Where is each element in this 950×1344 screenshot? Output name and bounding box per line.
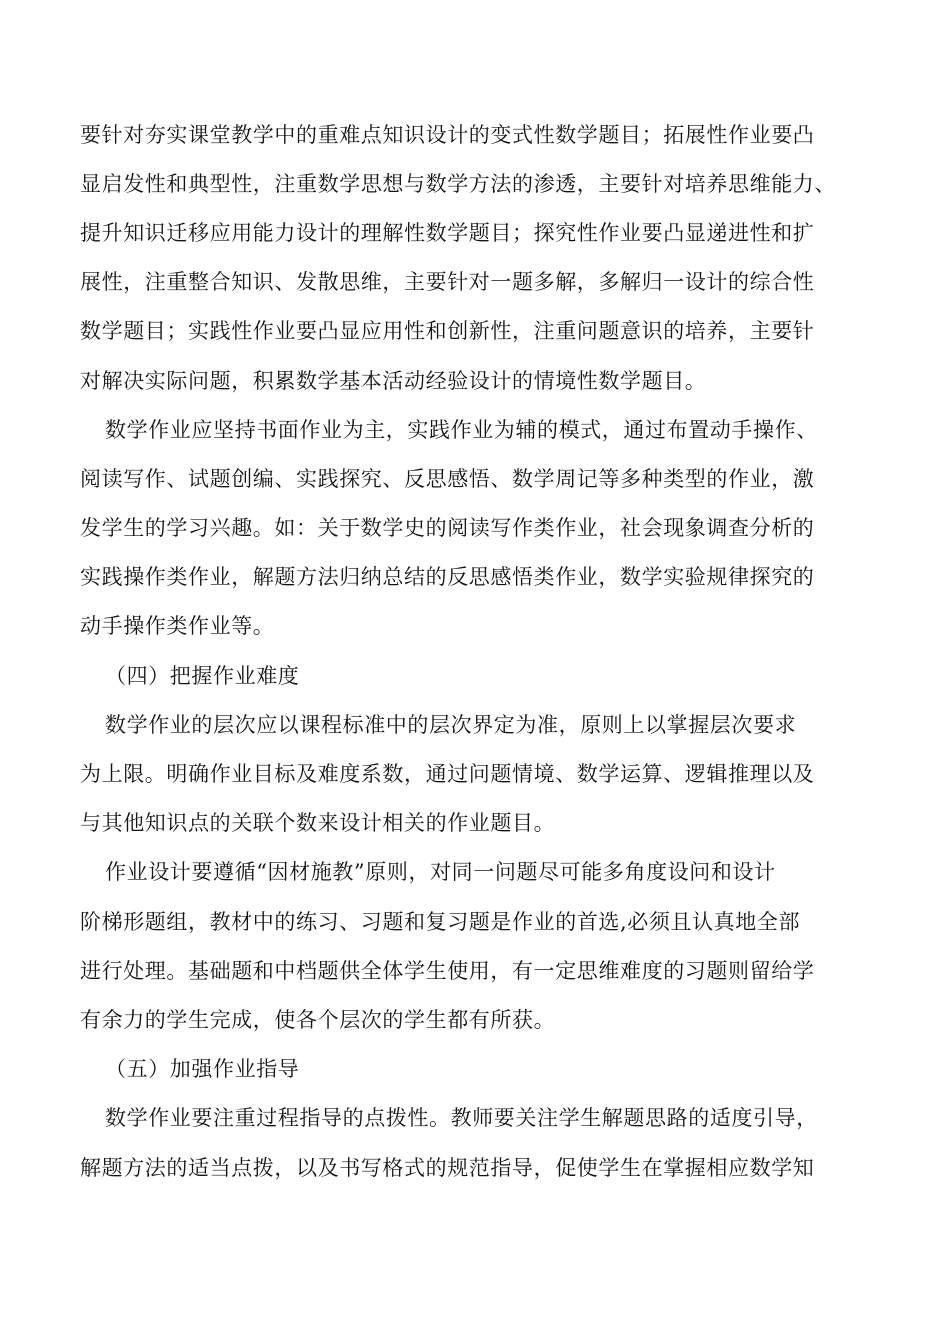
paragraph-line: 数学作业的层次应以课程标准中的层次界定为准，原则上以掌握层次要求 [105, 713, 797, 737]
paragraph-line: 显启发性和典型性，注重数学思想与数学方法的渗透，主要针对培养思维能力、 [80, 172, 836, 196]
paragraph-line: 实践操作类作业，解题方法归纳总结的反思感悟类作业，数学实验规律探究的 [80, 565, 815, 589]
paragraph-line: 要针对夯实课堂教学中的重难点知识设计的变式性数学题目；拓展性作业要凸 [80, 123, 815, 147]
paragraph-line: 数学题目；实践性作业要凸显应用性和创新性，注重问题意识的培养，主要针 [80, 319, 815, 343]
paragraph-line: 动手操作类作业等。 [80, 614, 275, 638]
paragraph-line: 数学作业应坚持书面作业为主，实践作业为辅的模式，通过布置动手操作、 [105, 418, 818, 442]
section-heading: （五）加强作业指导 [105, 1057, 300, 1081]
paragraph-line: 作业设计要遵循“因材施教”原则，对同一问题尽可能多角度设问和设计 [105, 860, 776, 884]
paragraph-line: 进行处理。基础题和中档题供全体学生使用，有一定思维难度的习题则留给学 [80, 959, 815, 983]
paragraph-line: 数学作业要注重过程指导的点拨性。教师要关注学生解题思路的适度引导， [105, 1106, 818, 1130]
paragraph-line: 为上限。明确作业目标及难度系数，通过问题情境、数学运算、逻辑推理以及 [80, 762, 815, 786]
paragraph-line: 解题方法的适当点拨，以及书写格式的规范指导，促使学生在掌握相应数学知 [80, 1156, 815, 1180]
paragraph-line: 阅读写作、试题创编、实践探究、反思感悟、数学周记等多种类型的作业，激 [80, 467, 815, 491]
paragraph-line: 对解决实际问题，积累数学基本活动经验设计的情境性数学题目。 [80, 369, 707, 393]
paragraph-line: 提升知识迁移应用能力设计的理解性数学题目；探究性作业要凸显递进性和扩 [80, 221, 815, 245]
paragraph-line: 有余力的学生完成，使各个层次的学生都有所获。 [80, 1008, 556, 1032]
paragraph-line: 展性，注重整合知识、发散思维，主要针对一题多解，多解归一设计的综合性 [80, 270, 815, 294]
paragraph-line: 阶梯形题组，教材中的练习、习题和复习题是作业的首选,必须且认真地全部 [80, 910, 801, 934]
paragraph-line: 发学生的学习兴趣。如：关于数学史的阅读写作类作业，社会现象调查分析的 [80, 516, 815, 540]
section-heading: （四）把握作业难度 [105, 664, 300, 688]
paragraph-line: 与其他知识点的关联个数来设计相关的作业题目。 [80, 811, 556, 835]
